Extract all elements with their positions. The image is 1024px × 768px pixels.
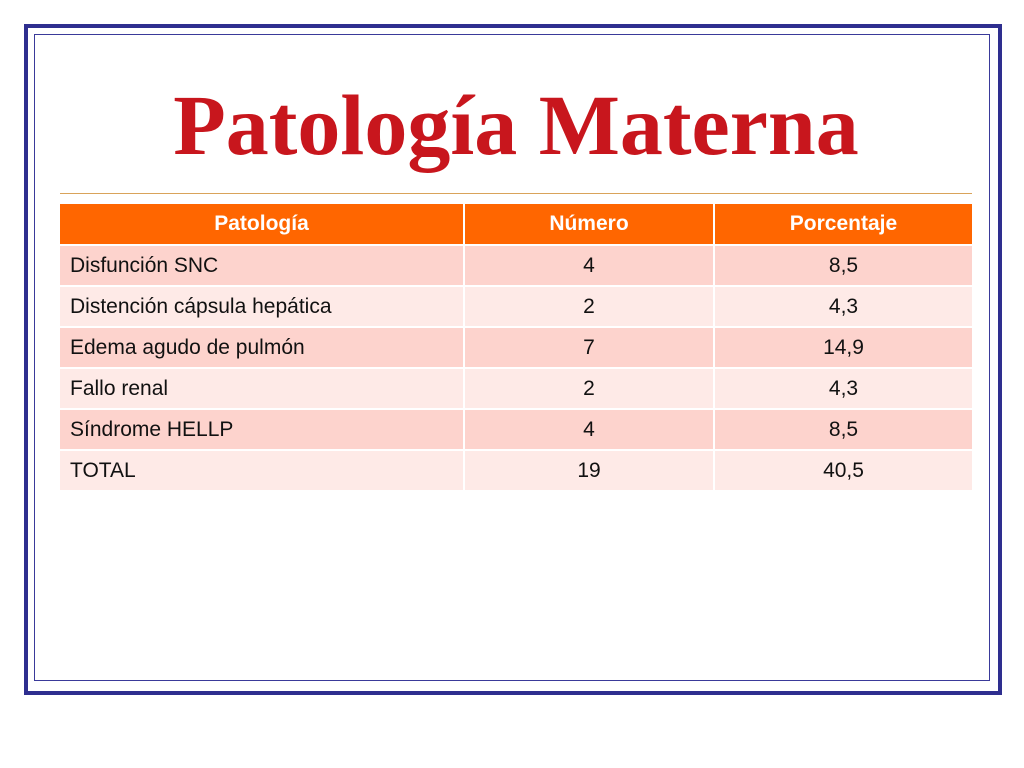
- cell-patologia: Edema agudo de pulmón: [60, 327, 464, 368]
- cell-numero: 7: [464, 327, 714, 368]
- table-row-total: [60, 450, 972, 491]
- cell-porcentaje: 14,9: [714, 327, 972, 368]
- table-row: [60, 409, 972, 450]
- table-header-row: [60, 204, 972, 245]
- cell-numero: 2: [464, 286, 714, 327]
- title-divider: [60, 193, 972, 194]
- cell-patologia: TOTAL: [60, 450, 464, 491]
- cell-numero: 4: [464, 409, 714, 450]
- cell-numero: 19: [464, 450, 714, 491]
- pathology-table: [60, 204, 972, 492]
- cell-porcentaje: 40,5: [714, 450, 972, 491]
- cell-patologia: Síndrome HELLP: [60, 409, 464, 450]
- cell-numero: 2: [464, 368, 714, 409]
- slide-title: Patología Materna: [173, 77, 859, 173]
- table-row: [60, 368, 972, 409]
- cell-porcentaje: 8,5: [714, 409, 972, 450]
- cell-patologia: Distención cápsula hepática: [60, 286, 464, 327]
- table-row: [60, 286, 972, 327]
- cell-numero: 4: [464, 245, 714, 286]
- cell-patologia: Fallo renal: [60, 368, 464, 409]
- header-patologia: Patología: [60, 204, 464, 245]
- header-porcentaje: Porcentaje: [714, 204, 972, 245]
- header-numero: Número: [464, 204, 714, 245]
- cell-porcentaje: 4,3: [714, 286, 972, 327]
- table-row: [60, 245, 972, 286]
- cell-patologia: Disfunción SNC: [60, 245, 464, 286]
- table-row: [60, 327, 972, 368]
- cell-porcentaje: 4,3: [714, 368, 972, 409]
- cell-porcentaje: 8,5: [714, 245, 972, 286]
